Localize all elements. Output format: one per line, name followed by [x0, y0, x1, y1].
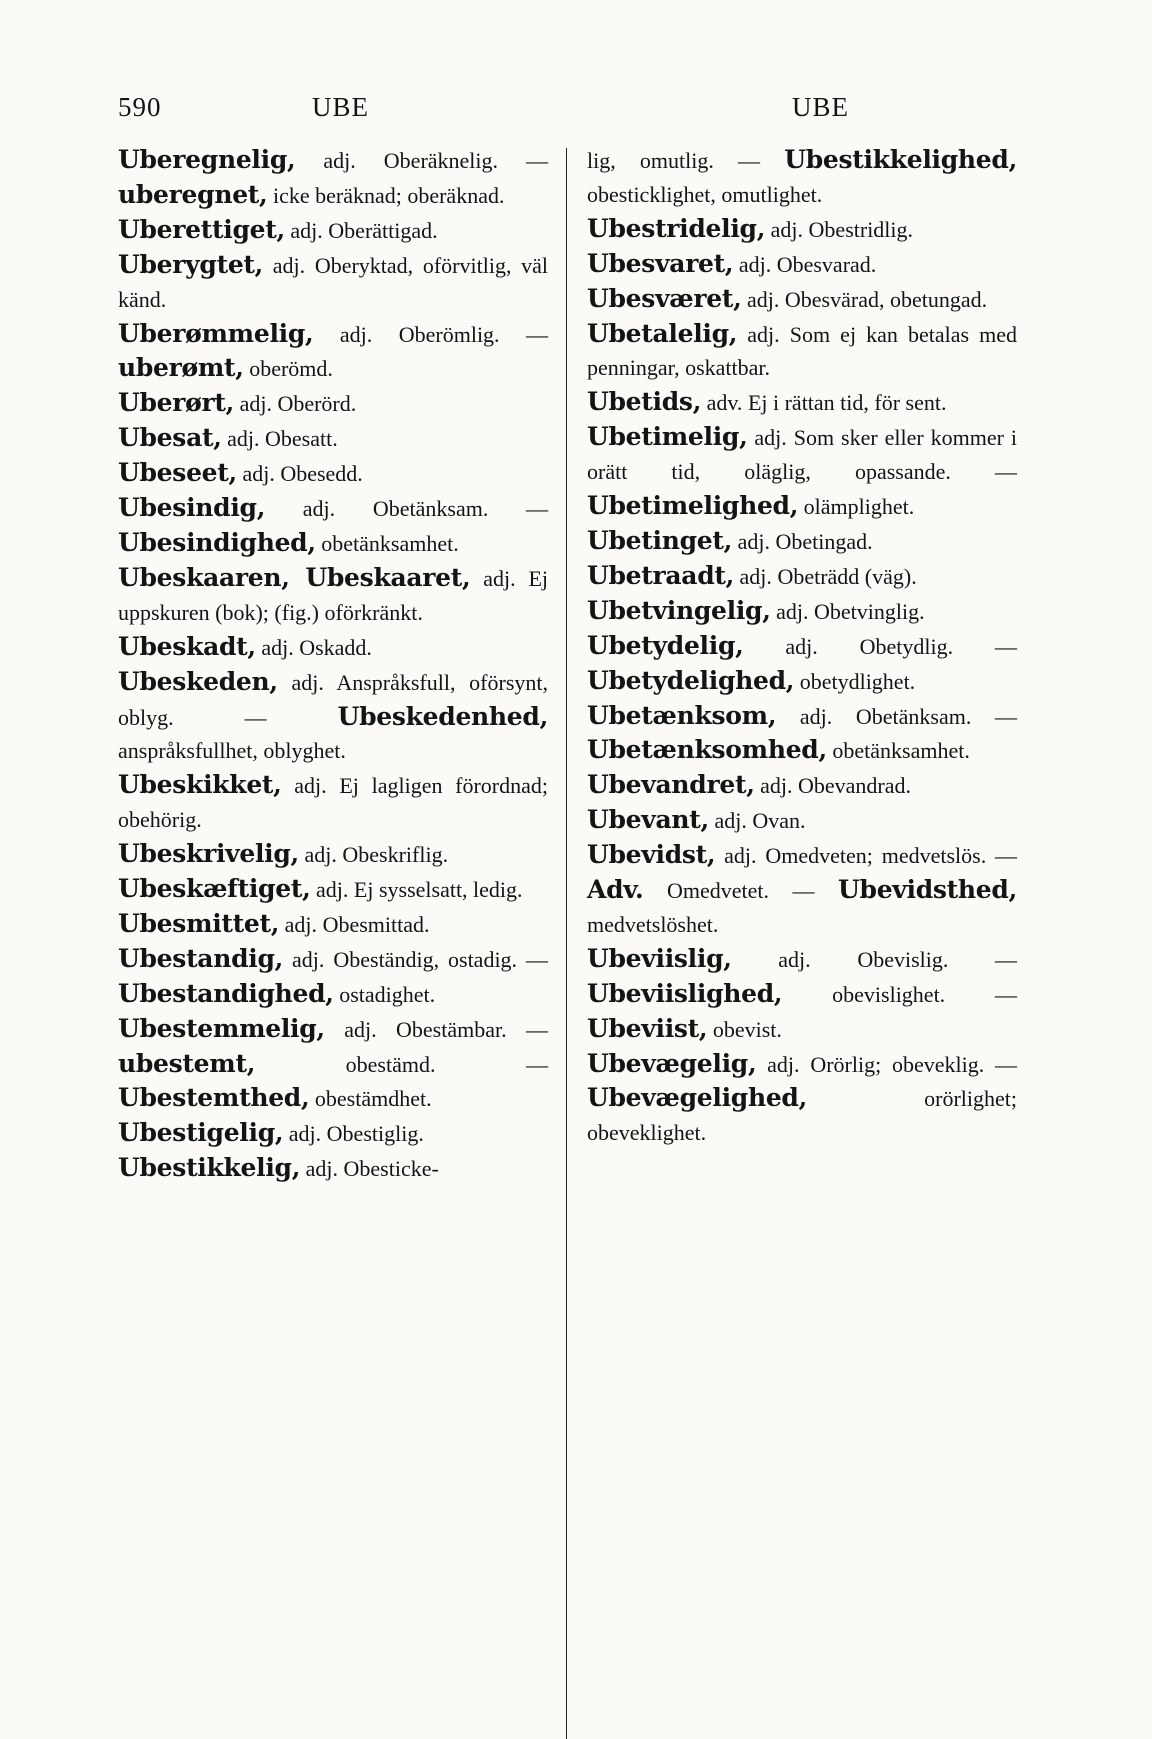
dictionary-entry [118, 213, 548, 248]
dictionary-entry [587, 524, 1017, 559]
entry-definition: Omedvetet. — [666, 878, 839, 904]
entry-part-of-speech: adj. [799, 703, 833, 729]
entry-definition: Ovan. [752, 808, 806, 834]
entry-headword: Ubeskrivelig, [118, 839, 299, 869]
entry-part-of-speech: adj. [738, 251, 772, 277]
entry-part-of-speech: adj. [304, 842, 337, 868]
dictionary-entry [118, 561, 548, 630]
entry-headword: Ubeskeden, [118, 666, 278, 696]
entry-definition: obevist. [712, 1016, 782, 1042]
entry-part-of-speech: adj. [294, 773, 327, 799]
entry-headword: Uberegnelig, [118, 145, 296, 174]
entry-definition: ostadighet. [339, 981, 436, 1007]
entry-headword: Ubetinget, [587, 525, 733, 555]
entry-headword: Ubevandret, [587, 770, 755, 800]
entry-definition: Anspråksfull, oförsynt, oblyg. — [118, 669, 548, 730]
entry-subheadword: Ubevægelighed, [587, 1083, 808, 1113]
dictionary-entry [118, 837, 548, 872]
entry-headword: Ubesindig, [118, 493, 266, 523]
entry-headword: Ubetraadt, [587, 560, 735, 590]
dictionary-entry [587, 699, 1017, 769]
entry-subheadword: Ubesindighed, [118, 527, 316, 557]
entry-definition: Obesvarad. [776, 251, 877, 277]
entry-definition: olämplighet. [803, 494, 915, 520]
entry-definition: Obesticke- [343, 1156, 439, 1182]
dictionary-entry [118, 143, 548, 213]
dictionary-entry [118, 1012, 548, 1117]
entry-headword: Ubesmittet, [118, 908, 280, 938]
entry-part-of-speech: adj. [339, 321, 373, 347]
dictionary-entry [587, 247, 1017, 282]
entry-definition: Oskadd. [299, 634, 372, 660]
dictionary-entry [118, 421, 548, 456]
dictionary-entry [118, 768, 548, 837]
entry-definition: Omedveten; medvetslös. — [765, 843, 1018, 869]
entry-subheadword: Ubestandighed, [118, 978, 334, 1008]
entry-headword: Uberettiget, [118, 214, 285, 244]
dictionary-entry [118, 1116, 548, 1151]
entry-subheadword: Ubetydelighed, [587, 665, 795, 695]
dictionary-entry [118, 456, 548, 491]
entry-part-of-speech: adj. [272, 252, 306, 278]
entry-part-of-speech: adj. [785, 633, 818, 659]
entry-definition: Obevislig. — [857, 946, 1017, 972]
entry-subheadword: ubestemt, [118, 1048, 256, 1078]
entry-headword: Ubestikkelig, [118, 1153, 301, 1183]
entry-definition: Oberörd. [277, 391, 357, 417]
entry-part-of-speech: adv. [706, 390, 743, 416]
entry-headword: Ubestigelig, [118, 1118, 284, 1148]
dictionary-entry [118, 386, 548, 421]
entry-subheadword: Ubeviist, [587, 1013, 708, 1043]
entry-subheadword: Ubestemthed, [118, 1083, 310, 1113]
entry-definition: obevislighet. — [832, 981, 1017, 1007]
entry-definition: Oberömlig. — [398, 321, 548, 347]
page-header [0, 92, 1152, 132]
entry-definition: Obetänksam. — [855, 703, 1017, 729]
right-running-head: UBE [792, 92, 849, 122]
entry-definition: oberömd. [249, 356, 333, 382]
entry-definition: Ej lagligen förordnad; obehörig. [118, 773, 548, 833]
entry-headword: Ubeskaaren, Ubeskaaret, [118, 562, 471, 592]
entry-part-of-speech: adj. [288, 1121, 322, 1147]
entry-part-of-speech: adj. [714, 808, 747, 834]
dictionary-entry [587, 143, 1017, 212]
entry-part-of-speech: adj. [754, 425, 787, 451]
dictionary-entry [118, 630, 548, 665]
entry-definition: Som ej kan betalas med penningar, oskattbar. [587, 321, 1018, 381]
entry-headword: Ubesat, [118, 423, 222, 453]
entry-headword: Ubetids, [587, 387, 702, 417]
entry-part-of-speech: adj. [760, 773, 793, 799]
entry-part-of-speech: adj. [242, 461, 275, 487]
entry-headword: Ubeseet, [118, 458, 237, 488]
entry-definition: Obetydlig. — [859, 633, 1017, 659]
entry-part-of-speech: adj. [739, 563, 772, 589]
entry-subheadword: Ubetimelighed, [587, 491, 799, 521]
entry-headword: Ubesværet, [587, 283, 742, 313]
page-number: 590 [118, 92, 162, 122]
entry-headword: Ubetvingelig, [587, 595, 771, 625]
entry-subheadword: uberømt, [118, 353, 244, 383]
dictionary-entry [118, 1151, 548, 1186]
entry-definition: anspråksfullhet, oblyghet. [118, 738, 346, 764]
dictionary-entry [587, 212, 1017, 247]
dictionary-entry [587, 594, 1017, 629]
entry-definition: Ej sysselsatt, ledig. [353, 877, 523, 903]
entry-definition: Obesedd. [280, 461, 363, 487]
entry-definition: lig, omutlig. — [587, 148, 785, 173]
entry-part-of-speech: adj. [316, 877, 349, 903]
entry-headword: Ubeskadt, [118, 631, 256, 661]
entry-subheadword: Ubetænksomhed, [587, 735, 827, 765]
entry-definition: obetänksamhet. [832, 738, 970, 764]
entry-headword: Ubeskæftiget, [118, 874, 311, 904]
entry-part-of-speech: adj. [305, 1156, 339, 1182]
entry-definition: Oberättigad. [328, 217, 438, 243]
dictionary-entry [587, 768, 1017, 803]
entry-definition: Obeständig, ostadig. — [333, 946, 549, 972]
dictionary-entry [587, 282, 1017, 317]
entry-part-of-speech: adj. [776, 598, 809, 624]
entry-subheadword: Ubevidsthed, [838, 875, 1017, 905]
entry-subheadword: Ubeviislighed, [587, 978, 783, 1008]
entry-part-of-speech: adj. [344, 1016, 377, 1042]
right-column [587, 143, 1017, 1150]
entry-part-of-speech: adj. [291, 669, 324, 695]
entry-definition: Obesvärad, obetungad. [784, 286, 988, 312]
entry-definition: Obetvinglig. [814, 598, 925, 624]
entry-part-of-speech: adj. [747, 286, 780, 312]
entry-headword: Uberørt, [118, 388, 235, 418]
dictionary-entry [118, 907, 548, 942]
dictionary-entry [587, 420, 1017, 524]
dictionary-entry [118, 317, 548, 387]
entry-definition: obestämdhet. [314, 1086, 432, 1112]
entry-headword: Ubeskikket, [118, 770, 282, 800]
entry-definition: Obeträdd (väg). [777, 563, 917, 589]
entry-definition: Orörlig; obeveklig. — [810, 1051, 1017, 1077]
entry-definition: Obesmittad. [322, 911, 430, 937]
entry-headword: Ubestridelig, [587, 213, 766, 243]
dictionary-entry [587, 942, 1017, 1047]
entry-headword: Ubetænksom, [587, 700, 777, 730]
entry-definition: Obetingad. [775, 528, 873, 554]
entry-definition: Obestämbar. — [396, 1016, 548, 1042]
entry-headword: Ubevidst, [587, 840, 716, 870]
left-running-head: UBE [312, 92, 369, 122]
dictionary-entry [118, 665, 548, 769]
entry-headword: Ubesvaret, [587, 248, 734, 278]
entry-part-of-speech: adj. [227, 426, 260, 452]
entry-definition: obetänksamhet. [321, 530, 459, 556]
entry-headword: Ubestemmelig, [118, 1013, 325, 1043]
entry-part-of-speech: adj. [239, 391, 272, 417]
entry-headword: Ubestandig, [118, 943, 284, 973]
column-divider [566, 148, 567, 1739]
dictionary-entry [587, 838, 1017, 942]
dictionary-entry [118, 942, 548, 1012]
entry-definition: obetydlighet. [799, 668, 916, 694]
entry-headword: Ubetimelig, [587, 422, 748, 452]
entry-headword: Ubetydelig, [587, 630, 744, 660]
dictionary-entry [587, 317, 1017, 386]
entry-part-of-speech: adj. [292, 946, 325, 972]
entry-part-of-speech: adj. [290, 217, 323, 243]
entry-definition: Som sker eller kommer i orätt tid, oläglig, opassande. — [587, 425, 1017, 485]
entry-part-of-speech: adj. [737, 528, 770, 554]
entry-subheadword: uberegnet, [118, 179, 268, 209]
entry-definition: Obestiglig. [326, 1121, 424, 1147]
entry-definition: orörlighet; obeveklighet. [587, 1086, 1017, 1146]
entry-part-of-speech: adj. [767, 1051, 800, 1077]
dictionary-entry [587, 559, 1017, 594]
entry-headword: Ubevægelig, [587, 1048, 757, 1078]
entry-subheadword: Adv. [587, 875, 644, 905]
entry-definition: Obeskriflig. [342, 842, 449, 868]
entry-subheadword: Ubeskedenhed, [337, 701, 548, 731]
entry-definition: Obetänksam. — [372, 496, 549, 522]
entry-headword: Uberømmelig, [118, 318, 314, 348]
entry-part-of-speech: adj. [261, 634, 294, 660]
dictionary-entry [587, 629, 1017, 699]
entry-part-of-speech: adj. [724, 843, 757, 869]
entry-part-of-speech: adj. [778, 946, 811, 972]
entry-definition: icke beräknad; oberäknad. [272, 182, 505, 208]
dictionary-entry [118, 491, 548, 561]
entry-definition: Ej i rättan tid, för sent. [747, 390, 947, 416]
dictionary-entry [587, 1047, 1017, 1151]
entry-part-of-speech: adj. [323, 148, 356, 173]
entry-headword: Ubetalelig, [587, 318, 738, 348]
entry-definition: Obevandrad. [798, 773, 912, 799]
entry-subheadword: Ubestikkelighed, [784, 145, 1017, 174]
entry-headword: Ubevant, [587, 805, 709, 835]
left-column [118, 143, 548, 1186]
entry-definition: obesticklighet, omutlighet. [587, 181, 823, 207]
entry-part-of-speech: adj. [302, 496, 336, 522]
entry-definition: Oberyktad, oförvitlig, väl känd. [118, 252, 548, 312]
entry-definition: adj. Ej uppskuren (bok); (fig.) oförkränkt. [118, 565, 548, 625]
entry-headword: Uberygtet, [118, 249, 264, 279]
dictionary-entry [587, 803, 1017, 838]
entry-part-of-speech: adj. [770, 216, 804, 242]
entry-definition: obestämd. — [345, 1051, 548, 1077]
dictionary-entry [118, 872, 548, 907]
entry-headword: Ubeviislig, [587, 943, 732, 973]
entry-part-of-speech: adj. [747, 321, 780, 347]
entry-definition: Obestridlig. [808, 216, 914, 242]
dictionary-entry [587, 385, 1017, 420]
dictionary-entry [118, 248, 548, 317]
entry-definition: Obesatt. [265, 426, 338, 452]
entry-definition: medvetslöshet. [587, 911, 719, 937]
entry-definition: Oberäknelig. — [383, 148, 549, 173]
entry-part-of-speech: adj. [284, 911, 318, 937]
